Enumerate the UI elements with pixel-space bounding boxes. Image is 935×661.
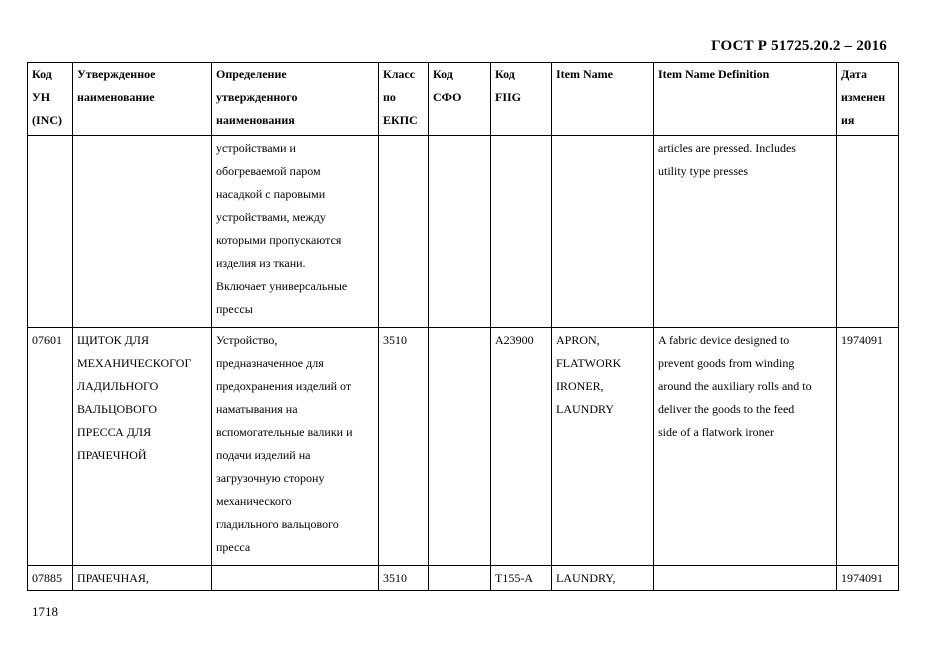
items-table xyxy=(27,62,899,591)
cell-code-un xyxy=(28,136,73,328)
cell-definition: Устройство, предназначенное для предохранения изделий от наматывания на вспомогательные валики и подачи изделий на загрузочную сторону механического гладильного вальцового пресса xyxy=(212,328,379,566)
cell-approved-name: ЩИТОК ДЛЯ МЕХАНИЧЕСКОГОГ ЛАДИЛЬНОГО ВАЛЬЦОВОГО ПРЕССА ДЛЯ ПРАЧЕЧНОЙ xyxy=(73,328,212,566)
header-item-name: Item Name xyxy=(552,63,654,136)
header-code-un: Код УН (INC) xyxy=(28,63,73,136)
cell-change-date: 1974091 xyxy=(837,328,899,566)
cell-approved-name xyxy=(73,136,212,328)
cell-code-sfo xyxy=(429,136,491,328)
cell-item-name-definition xyxy=(654,566,837,591)
header-definition: Определение утвержденного наименования xyxy=(212,63,379,136)
cell-definition xyxy=(212,566,379,591)
cell-item-name: APRON, FLATWORK IRONER, LAUNDRY xyxy=(552,328,654,566)
document-title: ГОСТ Р 51725.20.2 – 2016 xyxy=(711,38,887,54)
cell-class-ekps: 3510 xyxy=(379,328,429,566)
header-code-fiig: Код FIIG xyxy=(491,63,552,136)
cell-definition: устройствами и обогреваемой паром насадкой с паровыми устройствами, между которыми пропускаются изделия из ткани. Включает универсальные прессы xyxy=(212,136,379,328)
page-number: 1718 xyxy=(32,604,58,619)
table-row xyxy=(28,136,899,328)
header-item-name-definition: Item Name Definition xyxy=(654,63,837,136)
cell-change-date xyxy=(837,136,899,328)
cell-code-fiig: A23900 xyxy=(491,328,552,566)
cell-class-ekps: 3510 xyxy=(379,566,429,591)
cell-item-name xyxy=(552,136,654,328)
header-approved-name: Утвержденное наименование xyxy=(73,63,212,136)
table-header-row xyxy=(28,63,899,136)
header-change-date: Дата изменен ия xyxy=(837,63,899,136)
cell-change-date: 1974091 xyxy=(837,566,899,591)
cell-item-name-definition: A fabric device designed to prevent goods from winding around the auxiliary rolls and to deliver the goods to the feed side of a flatwork ironer xyxy=(654,328,837,566)
cell-code-sfo xyxy=(429,566,491,591)
cell-class-ekps xyxy=(379,136,429,328)
cell-approved-name: ПРАЧЕЧНАЯ, xyxy=(73,566,212,591)
cell-item-name: LAUNDRY, xyxy=(552,566,654,591)
cell-code-un: 07601 xyxy=(28,328,73,566)
cell-item-name-definition: articles are pressed. Includes utility type presses xyxy=(654,136,837,328)
cell-code-fiig: T155-A xyxy=(491,566,552,591)
header-class-ekps: Класс по ЕКПС xyxy=(379,63,429,136)
cell-code-fiig xyxy=(491,136,552,328)
cell-code-sfo xyxy=(429,328,491,566)
cell-code-un: 07885 xyxy=(28,566,73,591)
header-code-sfo: Код СФО xyxy=(429,63,491,136)
table-row xyxy=(28,566,899,591)
table-row xyxy=(28,328,899,566)
